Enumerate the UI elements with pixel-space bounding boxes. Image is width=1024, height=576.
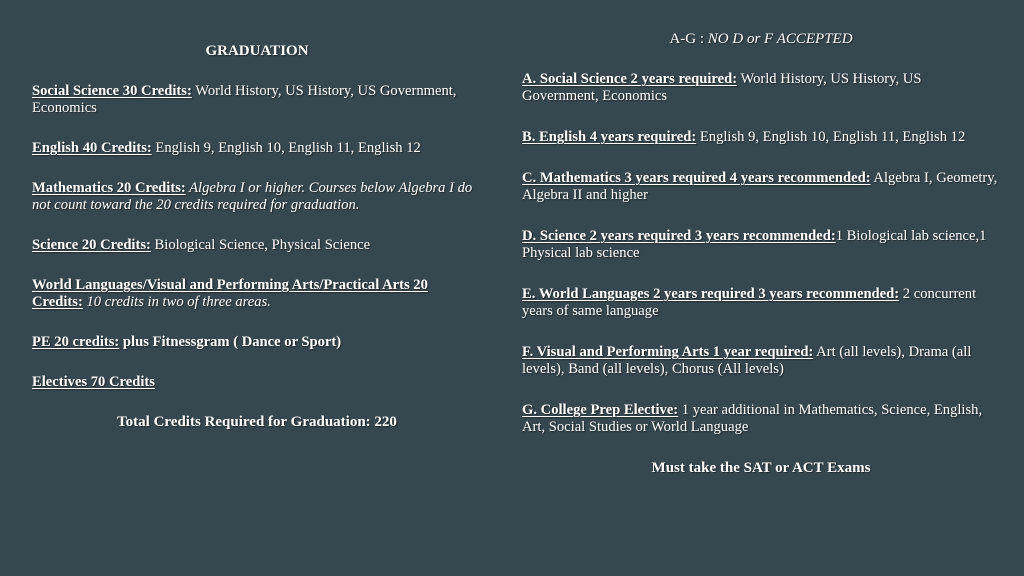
grad-item-label: Electives 70 Credits <box>32 374 155 390</box>
ag-item-d <box>522 228 1000 262</box>
ag-item-label: G. College Prep Elective: <box>522 402 679 418</box>
grad-item-pe <box>32 334 482 351</box>
ag-footer: Must take the SAT or ACT Exams <box>651 460 871 476</box>
grad-item-label: Social Science 30 Credits: <box>32 83 192 99</box>
ag-item-label: C. Mathematics 3 years required 4 years recommended: <box>522 170 871 186</box>
ag-item-f <box>522 344 1000 378</box>
ag-item-e <box>522 286 1000 320</box>
grad-item-label: Mathematics 20 Credits: <box>32 180 186 196</box>
grad-item-electives <box>32 374 482 391</box>
grad-item-science <box>32 237 482 254</box>
ag-item-label: B. English 4 years required: <box>522 129 697 145</box>
ag-item-a <box>522 71 1000 105</box>
ag-heading-italic: NO D or F ACCEPTED <box>707 31 853 47</box>
ag-item-text: 1 year additional in Mathematics, Science, English, Art, Social Studies or World Language <box>522 402 983 435</box>
grad-item-label: PE 20 credits: <box>32 334 120 350</box>
ag-item-text: English 9, English 10, English 11, English 12 <box>696 129 966 145</box>
graduation-total: Total Credits Required for Graduation: 220 <box>117 414 397 430</box>
ag-item-label: A. Social Science 2 years required: <box>522 71 738 87</box>
grad-item-label: Science 20 Credits: <box>32 237 151 253</box>
ag-item-text: Algebra I, Geometry, Algebra II and higher <box>522 170 998 203</box>
grad-item-text: 10 credits in two of three areas. <box>82 294 271 310</box>
ag-item-label: E. World Languages 2 years required 3 years recommended: <box>522 286 900 302</box>
grad-item-text: Algebra I or higher. Courses below Algebra I do not count toward the 20 credits required for graduation. <box>32 180 473 213</box>
ag-item-text: 2 concurrent years of same language <box>522 286 977 319</box>
ag-item-g <box>522 402 1000 436</box>
ag-heading-prefix: A-G : <box>669 31 708 47</box>
ag-item-text: Art (all levels), Drama (all levels), Band (all levels), Chorus (All levels) <box>522 344 972 377</box>
grad-item-text: Biological Science, Physical Science <box>150 237 371 253</box>
graduation-heading: GRADUATION <box>205 43 309 59</box>
ag-item-label: D. Science 2 years required 3 years recommended: <box>522 228 836 244</box>
grad-item-text: plus Fitnessgram ( Dance or Sport) <box>119 334 342 350</box>
grad-item-text: English 9, English 10, English 11, English 12 <box>151 140 421 156</box>
ag-item-label: F. Visual and Performing Arts 1 year required: <box>522 344 814 360</box>
grad-item-english <box>32 140 482 157</box>
ag-item-c <box>522 170 1000 204</box>
ag-item-b <box>522 129 1000 146</box>
ag-heading <box>522 31 1000 48</box>
ag-item-text: 1 Biological lab science,1 Physical lab science <box>522 228 987 261</box>
ag-column <box>522 0 1000 477</box>
grad-item-label: English 40 Credits: <box>32 140 152 156</box>
ag-item-text: World History, US History, US Government, Economics <box>522 71 922 104</box>
grad-item-text: World History, US History, US Government, Economics <box>32 83 457 116</box>
grad-item-world-languages-arts <box>32 277 482 311</box>
grad-item-label: World Languages/Visual and Performing Arts/Practical Arts 20 Credits: <box>32 277 428 310</box>
graduation-column <box>32 0 482 431</box>
grad-item-social-science <box>32 83 482 117</box>
grad-item-mathematics <box>32 180 482 214</box>
